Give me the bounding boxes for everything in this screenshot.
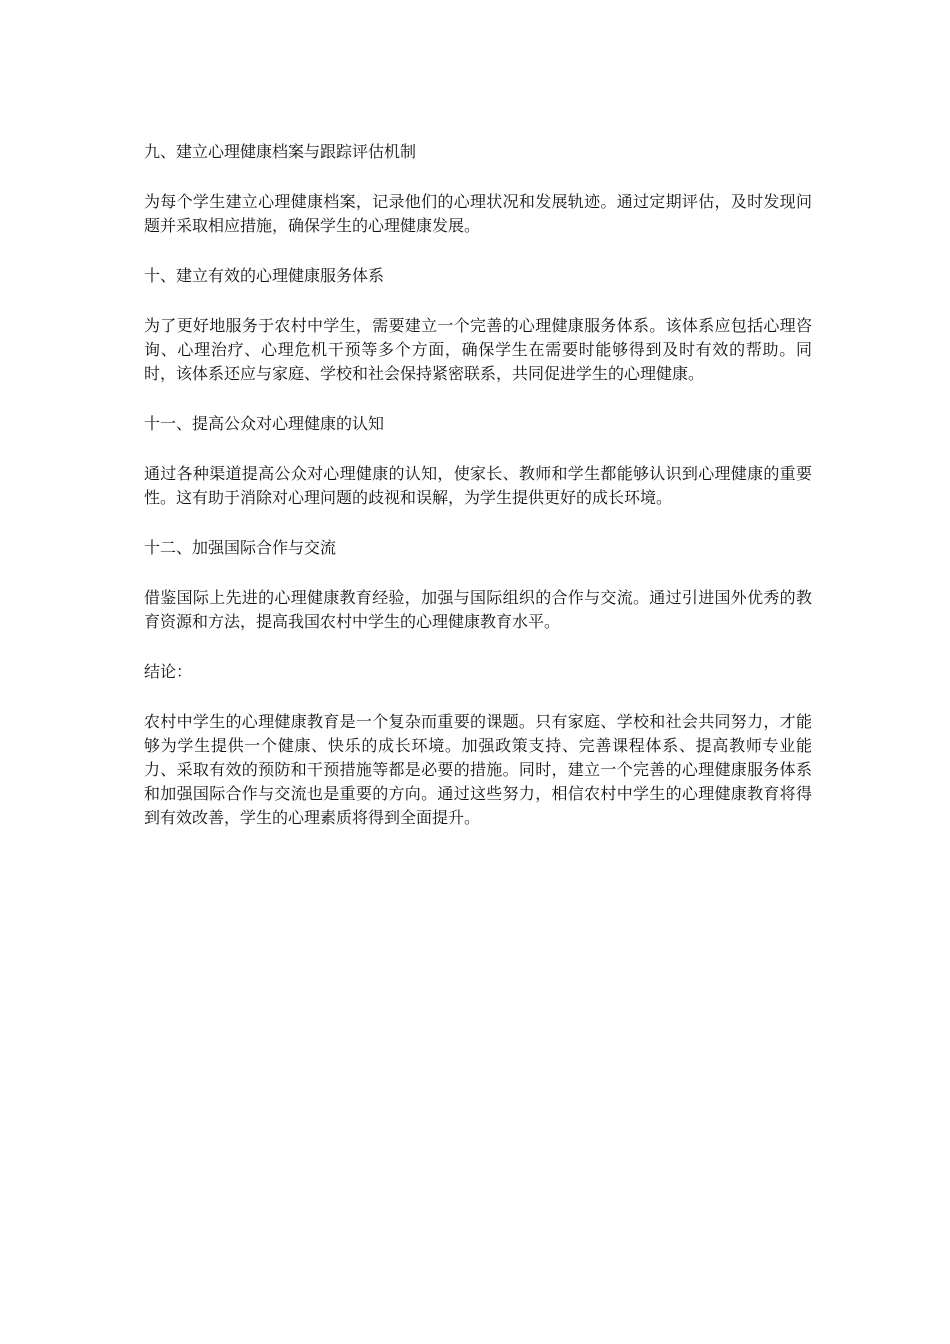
section-10-paragraph: 为了更好地服务于农村中学生，需要建立一个完善的心理健康服务体系。该体系应包括心理咨询、心理治疗、心理危机干预等多个方面，确保学生在需要时能够得到及时有效的帮助。同时，该体系还应与家庭、学校和社会保持紧密联系，共同促进学生的心理健康。 bbox=[144, 316, 812, 383]
section-12-heading: 十二、加强国际合作与交流 bbox=[144, 538, 337, 557]
section-11-heading: 十一、提高公众对心理健康的认知 bbox=[144, 414, 385, 433]
document-body bbox=[144, 140, 812, 856]
section-11-paragraph: 通过各种渠道提高公众对心理健康的认知，使家长、教师和学生都能够认识到心理健康的重要性。这有助于消除对心理问题的歧视和误解，为学生提供更好的成长环境。 bbox=[144, 464, 812, 507]
conclusion-heading: 结论： bbox=[144, 662, 193, 681]
conclusion-paragraph: 农村中学生的心理健康教育是一个复杂而重要的课题。只有家庭、学校和社会共同努力，才能够为学生提供一个健康、快乐的成长环境。加强政策支持、完善课程体系、提高教师专业能力、采取有效的预防和干预措施等都是必要的措施。同时，建立一个完善的心理健康服务体系和加强国际合作与交流也是重要的方向。通过这些努力，相信农村中学生的心理健康教育将得到有效改善，学生的心理素质将得到全面提升。 bbox=[144, 712, 812, 827]
section-9-heading: 九、建立心理健康档案与跟踪评估机制 bbox=[144, 142, 417, 161]
section-9-paragraph: 为每个学生建立心理健康档案，记录他们的心理状况和发展轨迹。通过定期评估，及时发现问题并采取相应措施，确保学生的心理健康发展。 bbox=[144, 192, 812, 235]
section-12-paragraph: 借鉴国际上先进的心理健康教育经验，加强与国际组织的合作与交流。通过引进国外优秀的教育资源和方法，提高我国农村中学生的心理健康教育水平。 bbox=[144, 588, 812, 631]
section-10-heading: 十、建立有效的心理健康服务体系 bbox=[144, 266, 385, 285]
